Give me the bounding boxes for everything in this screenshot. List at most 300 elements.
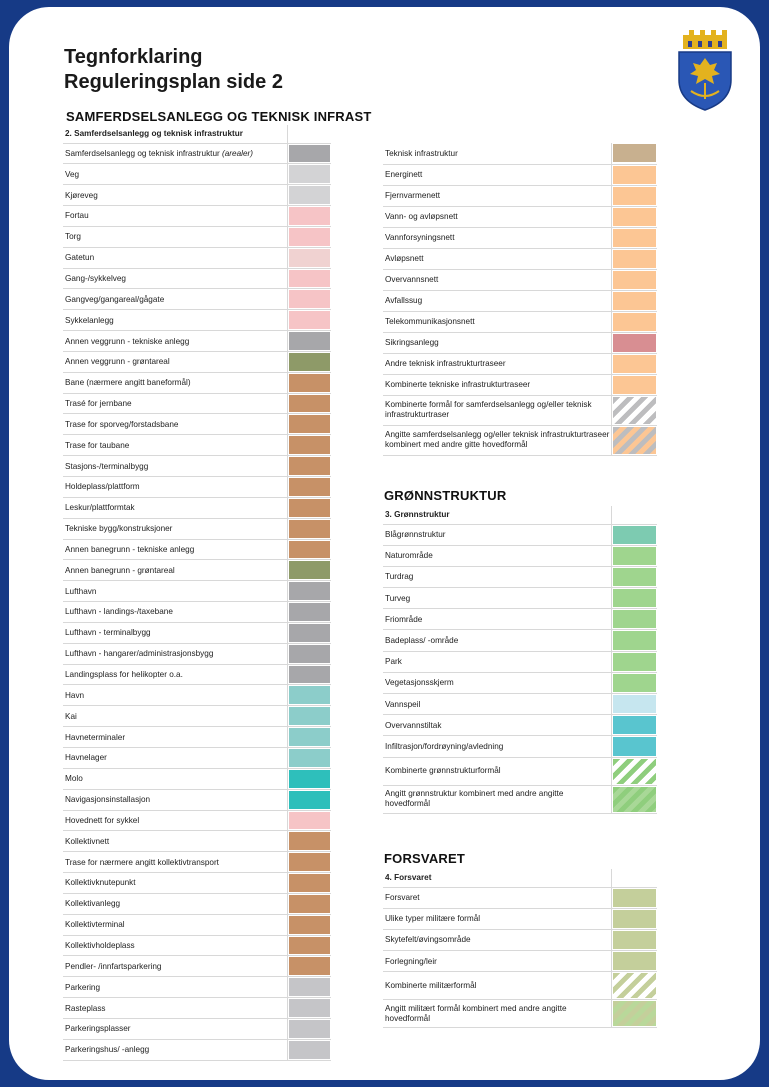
legend-swatch-cell <box>611 395 657 425</box>
legend-row <box>63 143 331 164</box>
legend-swatch-cell <box>287 873 331 894</box>
color-swatch <box>613 589 657 607</box>
legend-label <box>63 664 287 685</box>
legend-label-text: Overvannsnett <box>385 275 439 284</box>
legend-swatch-cell <box>611 588 657 609</box>
legend-label-note: (arealer) <box>222 148 253 158</box>
legend-label-text: Friområde <box>385 614 423 624</box>
legend-row <box>383 630 657 651</box>
legend-swatch-cell <box>611 566 657 587</box>
legend-label <box>383 887 611 908</box>
legend-label-text: Gangveg/gangareal/gågate <box>65 294 165 304</box>
legend-label-text: Angitte samferdselsanlegg og/eller teknisk infrastrukturtraseer kombinert med andre gitte hovedformål <box>385 430 610 449</box>
municipal-coat-of-arms-icon <box>675 25 735 111</box>
legend-row <box>63 226 331 247</box>
legend-label <box>63 622 287 643</box>
legend-row <box>63 1018 331 1039</box>
legend-label <box>63 893 287 914</box>
legend-label-text: Parkeringshus/ -anlegg <box>65 1045 150 1055</box>
color-swatch <box>613 973 657 998</box>
legend-swatch-cell <box>287 518 331 539</box>
legend-row <box>63 664 331 685</box>
legend-swatch-cell <box>611 908 657 929</box>
legend-label <box>383 290 611 311</box>
legend-label-text: Landingsplass for helikopter o.a. <box>65 670 183 680</box>
legend-label-text: Lufthavn - hangarer/administrasjonsbygg <box>65 649 214 659</box>
legend-label-text: Trase for sporveg/forstadsbane <box>65 419 179 429</box>
legend-row <box>63 643 331 664</box>
legend-label-text: Annen veggrunn - grøntareal <box>65 357 170 367</box>
color-swatch <box>289 937 331 955</box>
legend-label-text: Lufthavn <box>65 586 97 596</box>
legend-label <box>63 456 287 477</box>
color-swatch <box>613 653 657 671</box>
legend-swatch-cell <box>287 1039 331 1060</box>
color-swatch <box>289 582 331 600</box>
legend-row <box>383 185 657 206</box>
legend-label-text: Fjernvarmenett <box>385 191 441 200</box>
legend-label-text: Fortau <box>65 211 89 221</box>
legend-label <box>63 310 287 331</box>
legend-label-text: Havneterminaler <box>65 732 126 742</box>
legend-row <box>63 164 331 185</box>
legend-row <box>383 290 657 311</box>
legend-swatch-cell <box>611 353 657 374</box>
color-swatch <box>613 1001 657 1026</box>
legend-swatch-cell <box>611 609 657 630</box>
legend-label <box>383 227 611 248</box>
legend-swatch-cell <box>287 393 331 414</box>
legend-row <box>63 706 331 727</box>
page-title: Tegnforklaring <box>64 46 203 68</box>
legend-row <box>63 477 331 498</box>
section-heading-forsvaret: FORSVARET <box>384 851 466 866</box>
legend-row <box>63 435 331 456</box>
legend-label <box>383 248 611 269</box>
legend-row <box>383 1000 657 1028</box>
legend-label <box>383 164 611 185</box>
legend-label <box>63 852 287 873</box>
legend-label-text: Vann- og avløpsnett <box>385 212 458 221</box>
legend-swatch-cell <box>287 456 331 477</box>
legend-label-text: Lufthavn - terminalbygg <box>65 628 151 638</box>
legend-swatch-cell <box>611 425 657 455</box>
legend-row <box>63 747 331 768</box>
legend-label-text: Kollektivterminal <box>65 920 125 930</box>
color-swatch <box>289 457 331 475</box>
legend-label <box>383 143 611 164</box>
legend-swatch-cell <box>611 374 657 395</box>
legend-label-text: Overvannstiltak <box>385 720 442 730</box>
legend-row <box>63 831 331 852</box>
color-swatch <box>613 208 657 226</box>
legend-swatch-cell <box>287 539 331 560</box>
legend-label-text: Angitt grønnstruktur kombinert med andre angitte hovedformål <box>385 789 564 809</box>
legend-swatch-cell <box>611 951 657 972</box>
legend-label <box>63 518 287 539</box>
legend-swatch-cell <box>611 290 657 311</box>
legend-label <box>63 268 287 289</box>
color-swatch <box>613 787 657 812</box>
color-swatch <box>613 250 657 268</box>
color-swatch <box>289 311 331 329</box>
legend-row <box>63 351 331 372</box>
legend-swatch-cell <box>287 602 331 623</box>
legend-swatch-cell <box>611 185 657 206</box>
legend-swatch-cell <box>287 164 331 185</box>
legend-label-text: Hovednett for sykkel <box>65 815 140 825</box>
legend-row <box>383 353 657 374</box>
legend-row <box>63 268 331 289</box>
legend-label-text: Infiltrasjon/fordrøyning/avledning <box>385 741 504 751</box>
color-swatch <box>613 931 657 949</box>
color-swatch <box>613 910 657 928</box>
legend-label-text: Kjøreveg <box>65 190 98 200</box>
color-swatch <box>613 889 657 907</box>
color-swatch <box>289 645 331 663</box>
legend-swatch-cell <box>611 736 657 757</box>
table-header-swatch-cell <box>287 125 331 143</box>
legend-swatch-cell <box>287 935 331 956</box>
table-header-swatch-cell <box>611 869 657 887</box>
legend-row <box>63 935 331 956</box>
table-header-row <box>383 869 657 887</box>
legend-row <box>383 972 657 1000</box>
color-swatch <box>613 292 657 310</box>
legend-swatch-cell <box>611 972 657 1000</box>
color-swatch <box>289 624 331 642</box>
legend-label <box>383 269 611 290</box>
color-swatch <box>289 686 331 704</box>
legend-label <box>63 998 287 1019</box>
legend-row <box>383 736 657 757</box>
legend-swatch-cell <box>611 164 657 185</box>
legend-swatch-cell <box>287 226 331 247</box>
legend-label-text: Kombinerte militærformål <box>385 980 477 990</box>
legend-row <box>383 757 657 785</box>
legend-label <box>63 143 287 164</box>
legend-label-text: Skytefelt/øvingsområde <box>385 935 471 945</box>
legend-label-text: Vannspeil <box>385 699 421 709</box>
legend-row <box>63 414 331 435</box>
table-header-row <box>63 125 331 143</box>
legend-swatch-cell <box>611 1000 657 1028</box>
legend-swatch-cell <box>611 311 657 332</box>
legend-label-text: Pendler- /innfartsparkering <box>65 961 162 971</box>
section-heading-gronnstruktur: GRØNNSTRUKTUR <box>384 488 507 503</box>
table-header-label: 3. Grønnstruktur <box>383 506 611 524</box>
legend-label-text: Teknisk infrastruktur <box>385 148 458 158</box>
legend-label-text: Parkering <box>65 982 101 992</box>
legend-label-text: Molo <box>65 774 83 784</box>
legend-label-text: Telekommunikasjonsnett <box>385 317 475 326</box>
legend-label <box>63 581 287 602</box>
table-header-swatch-cell <box>611 506 657 524</box>
legend-label <box>63 206 287 227</box>
color-swatch <box>289 374 331 392</box>
legend-label <box>63 414 287 435</box>
color-swatch <box>613 166 657 184</box>
color-swatch <box>289 290 331 308</box>
legend-row <box>383 672 657 693</box>
legend-label <box>383 951 611 972</box>
legend-label <box>63 643 287 664</box>
legend-label-text: Samferdselsanlegg og teknisk infrastruktur <box>65 148 220 158</box>
legend-label <box>63 226 287 247</box>
legend-label <box>383 185 611 206</box>
legend-label-text: Kombinerte grønnstrukturformål <box>385 766 501 776</box>
legend-label <box>63 914 287 935</box>
color-swatch <box>289 874 331 892</box>
legend-swatch-cell <box>611 332 657 353</box>
legend-swatch-cell <box>287 998 331 1019</box>
legend-label-text: Badeplass/ -område <box>385 636 459 646</box>
legend-label-text: Energinett <box>385 170 423 179</box>
legend-swatch-cell <box>287 331 331 352</box>
color-swatch <box>289 791 331 809</box>
legend-label-text: Andre teknisk infrastrukturtraseer <box>385 359 506 368</box>
legend-label-text: Forlegning/leir <box>385 956 437 966</box>
legend-table-teknisk <box>383 143 657 456</box>
color-swatch <box>289 978 331 996</box>
color-swatch <box>613 313 657 331</box>
legend-label <box>63 1018 287 1039</box>
legend-label <box>383 736 611 757</box>
legend-swatch-cell <box>611 672 657 693</box>
legend-label <box>383 715 611 736</box>
legend-row <box>63 581 331 602</box>
legend-row <box>63 727 331 748</box>
legend-label <box>63 935 287 956</box>
color-swatch <box>289 603 331 621</box>
legend-table-gronnstruktur <box>383 506 657 814</box>
legend-label-text: Veg <box>65 169 80 179</box>
color-swatch <box>289 249 331 267</box>
legend-swatch-cell <box>611 143 657 164</box>
legend-swatch-cell <box>287 977 331 998</box>
legend-row <box>63 456 331 477</box>
legend-swatch-cell <box>287 435 331 456</box>
color-swatch <box>289 1020 331 1038</box>
legend-swatch-cell <box>287 768 331 789</box>
legend-row <box>63 956 331 977</box>
color-swatch <box>289 999 331 1017</box>
legend-label-text: Annen banegrunn - tekniske anlegg <box>65 544 195 554</box>
legend-label <box>63 977 287 998</box>
legend-row <box>63 539 331 560</box>
legend-swatch-cell <box>611 929 657 950</box>
legend-label <box>63 497 287 518</box>
legend-row <box>63 977 331 998</box>
color-swatch <box>289 770 331 788</box>
legend-swatch-cell <box>287 747 331 768</box>
legend-label-text: Gatetun <box>65 253 95 263</box>
color-swatch <box>289 436 331 454</box>
legend-swatch-cell <box>287 706 331 727</box>
legend-row <box>63 873 331 894</box>
legend-row <box>63 289 331 310</box>
legend-row <box>63 852 331 873</box>
color-swatch <box>289 1041 331 1059</box>
legend-label <box>383 566 611 587</box>
legend-label-text: Lufthavn - landings-/taxebane <box>65 607 173 617</box>
legend-label-text: Parkeringsplasser <box>65 1024 131 1034</box>
color-swatch <box>289 499 331 517</box>
legend-swatch-cell <box>287 268 331 289</box>
color-swatch <box>289 145 331 163</box>
legend-row <box>383 929 657 950</box>
color-swatch <box>613 568 657 586</box>
legend-swatch-cell <box>287 247 331 268</box>
legend-label <box>63 956 287 977</box>
color-swatch <box>289 165 331 183</box>
legend-label <box>63 810 287 831</box>
legend-row <box>383 951 657 972</box>
legend-label <box>383 757 611 785</box>
color-swatch <box>613 610 657 628</box>
legend-label <box>63 602 287 623</box>
legend-swatch-cell <box>611 887 657 908</box>
color-swatch <box>289 916 331 934</box>
legend-label-text: Vannforsyningsnett <box>385 233 455 242</box>
legend-label <box>383 353 611 374</box>
legend-label <box>383 694 611 715</box>
legend-swatch-cell <box>611 269 657 290</box>
legend-row <box>383 545 657 566</box>
legend-label <box>63 393 287 414</box>
legend-label <box>63 706 287 727</box>
color-swatch <box>289 895 331 913</box>
legend-label <box>63 372 287 393</box>
legend-swatch-cell <box>287 810 331 831</box>
table-header-row <box>383 506 657 524</box>
legend-label <box>383 311 611 332</box>
legend-row <box>383 164 657 185</box>
legend-label-text: Holdeplass/plattform <box>65 482 140 492</box>
legend-label <box>63 435 287 456</box>
legend-label-text: Torg <box>65 232 81 242</box>
legend-row <box>63 247 331 268</box>
legend-swatch-cell <box>287 414 331 435</box>
legend-label <box>383 524 611 545</box>
legend-row <box>383 887 657 908</box>
legend-swatch-cell <box>287 956 331 977</box>
color-swatch <box>289 853 331 871</box>
legend-table-forsvaret <box>383 869 657 1028</box>
legend-label-text: Trase for taubane <box>65 440 130 450</box>
legend-row <box>383 269 657 290</box>
legend-swatch-cell <box>287 477 331 498</box>
legend-label <box>383 651 611 672</box>
legend-label <box>383 425 611 455</box>
legend-label <box>63 560 287 581</box>
legend-swatch-cell <box>287 643 331 664</box>
legend-row <box>63 331 331 352</box>
legend-row <box>63 810 331 831</box>
legend-label <box>63 831 287 852</box>
legend-label-text: Sikringsanlegg <box>385 338 439 347</box>
legend-swatch-cell <box>611 785 657 813</box>
legend-label-text: Annen banegrunn - grøntareal <box>65 565 175 575</box>
legend-row <box>63 393 331 414</box>
table-header-label: 4. Forsvaret <box>383 869 611 887</box>
color-swatch <box>289 541 331 559</box>
legend-swatch-cell <box>287 143 331 164</box>
legend-row <box>383 524 657 545</box>
legend-label <box>383 672 611 693</box>
legend-label-text: Park <box>385 657 402 667</box>
color-swatch <box>613 526 657 544</box>
color-swatch <box>289 728 331 746</box>
legend-swatch-cell <box>611 248 657 269</box>
legend-row <box>383 715 657 736</box>
legend-swatch-cell <box>287 560 331 581</box>
legend-label-text: Stasjons-/terminalbygg <box>65 461 149 471</box>
legend-label-text: Kai <box>65 711 77 721</box>
color-swatch <box>613 952 657 970</box>
page-subtitle: Reguleringsplan side 2 <box>64 71 283 93</box>
color-swatch <box>289 957 331 975</box>
legend-label-text: Tekniske bygg/konstruksjoner <box>65 524 173 534</box>
legend-swatch-cell <box>611 651 657 672</box>
color-swatch <box>613 759 657 784</box>
legend-label <box>383 1000 611 1028</box>
legend-swatch-cell <box>611 757 657 785</box>
legend-label-text: Rasteplass <box>65 1003 106 1013</box>
legend-swatch-cell <box>611 715 657 736</box>
legend-row <box>63 685 331 706</box>
legend-row <box>63 497 331 518</box>
legend-row <box>63 622 331 643</box>
color-swatch <box>289 332 331 350</box>
legend-row <box>63 768 331 789</box>
legend-label-text: Avfallssug <box>385 296 423 305</box>
legend-label <box>383 332 611 353</box>
legend-swatch-cell <box>287 289 331 310</box>
legend-swatch-cell <box>287 497 331 518</box>
legend-row <box>63 1039 331 1060</box>
legend-row <box>63 998 331 1019</box>
legend-label <box>383 395 611 425</box>
color-swatch <box>289 832 331 850</box>
legend-swatch-cell <box>287 664 331 685</box>
legend-label <box>63 685 287 706</box>
color-swatch <box>613 397 657 424</box>
legend-label-text: Navigasjonsinstallasjon <box>65 795 151 805</box>
color-swatch <box>613 716 657 734</box>
legend-row <box>383 206 657 227</box>
legend-label-text: Avløpsnett <box>385 254 424 263</box>
legend-label-text: Havnelager <box>65 753 107 763</box>
legend-label <box>383 545 611 566</box>
legend-label-text: Vegetasjonsskjerm <box>385 678 454 688</box>
legend-row <box>63 206 331 227</box>
legend-label-text: Trasé for jernbane <box>65 399 132 409</box>
color-swatch <box>613 695 657 713</box>
legend-row <box>383 694 657 715</box>
legend-row <box>383 143 657 164</box>
legend-label-text: Blågrønnstruktur <box>385 530 446 540</box>
legend-swatch-cell <box>287 685 331 706</box>
legend-label-text: Kollektivholdeplass <box>65 940 135 950</box>
legend-label <box>63 873 287 894</box>
color-swatch <box>613 737 657 755</box>
legend-label-text: Gang-/sykkelveg <box>65 273 126 283</box>
legend-swatch-cell <box>611 545 657 566</box>
legend-label <box>63 747 287 768</box>
legend-label-text: Kollektivknutepunkt <box>65 878 136 888</box>
legend-label-text: Kombinerte tekniske infrastrukturtraseer <box>385 380 531 389</box>
